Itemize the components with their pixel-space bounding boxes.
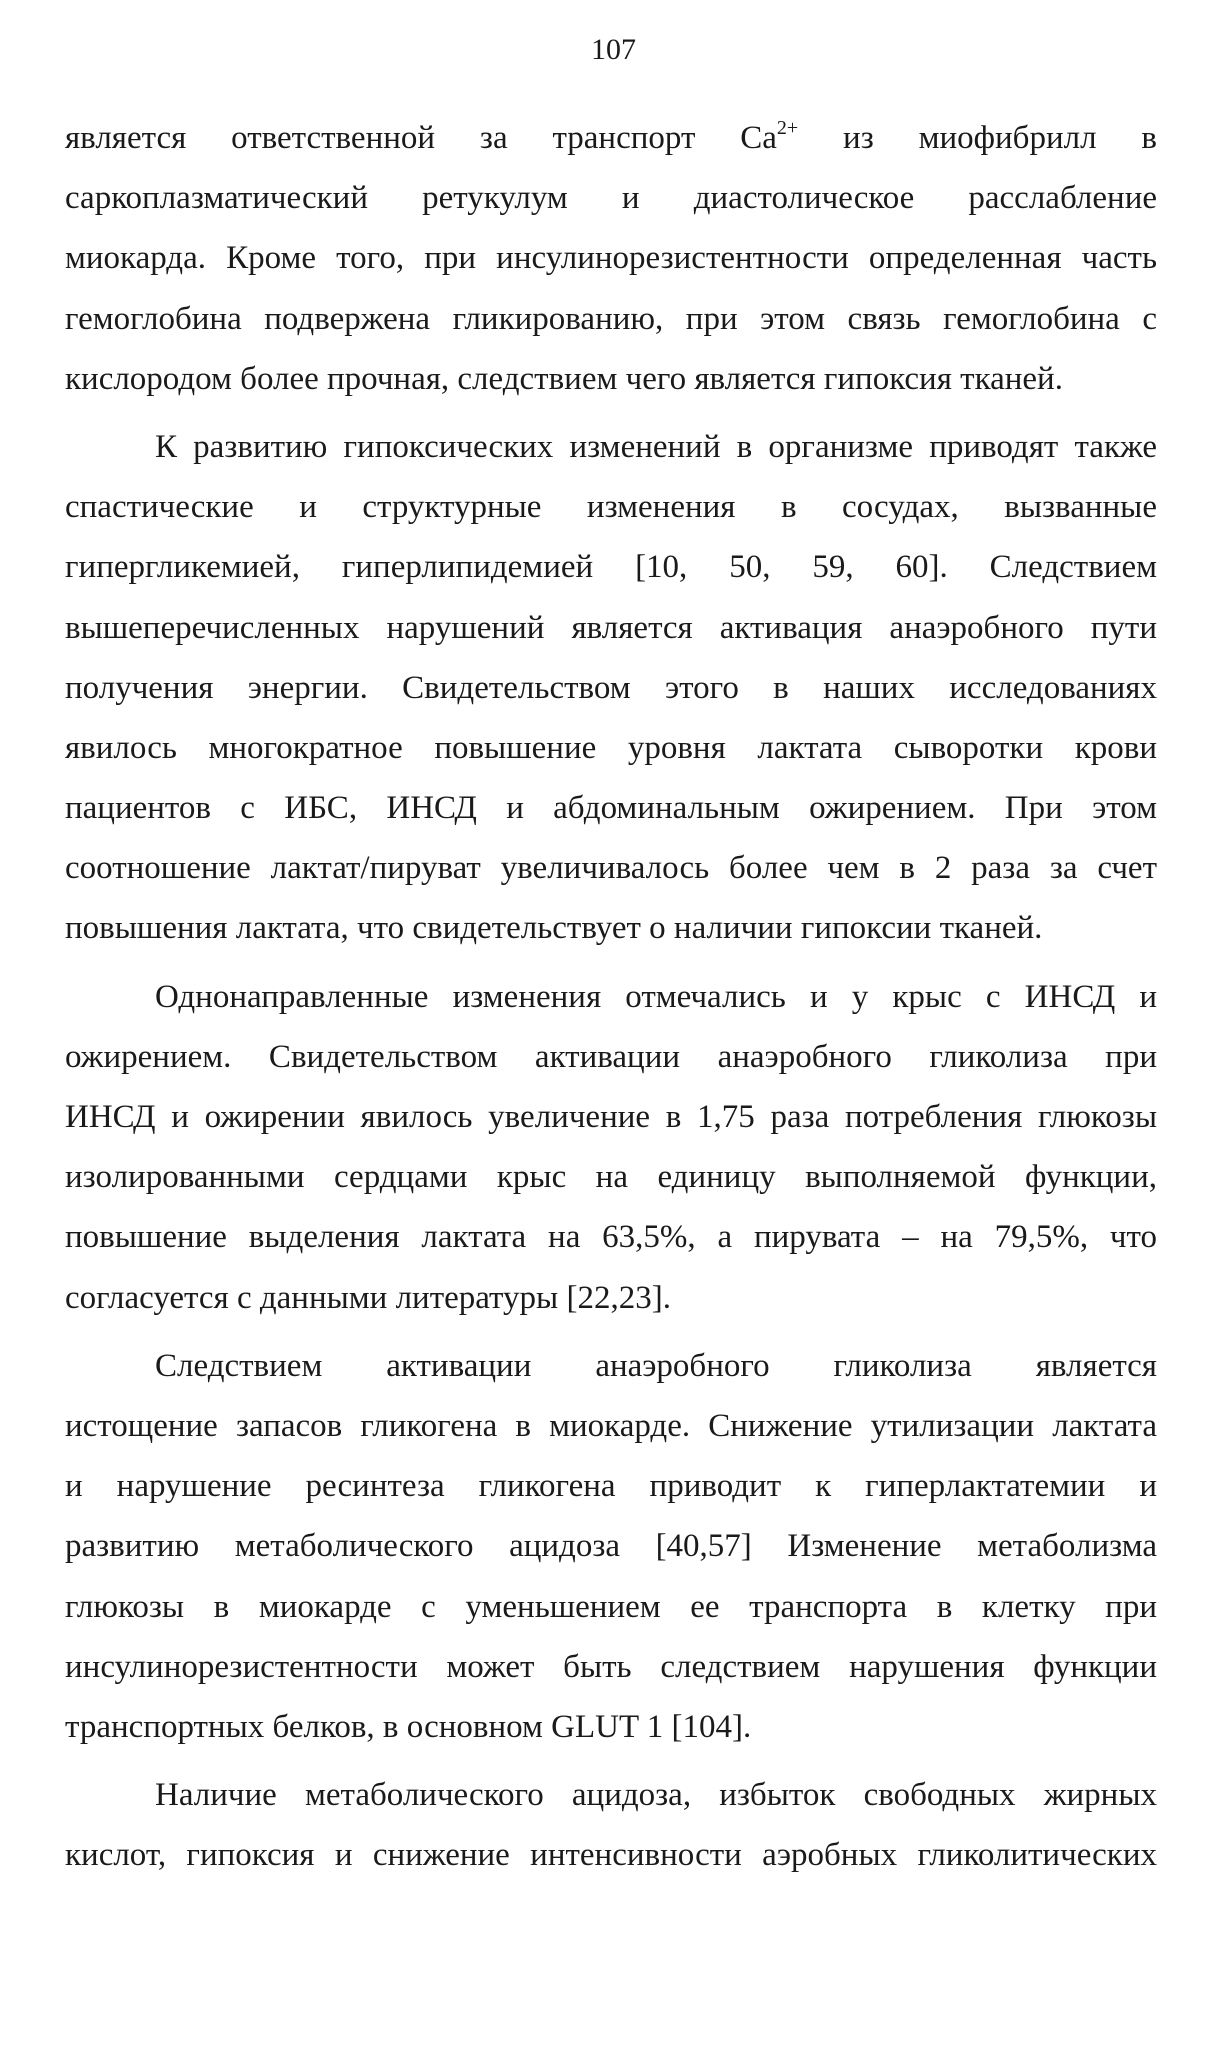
text-line: гемоглобина подвержена гликированию, при этом связь гемоглобина с <box>65 300 1157 337</box>
text-line: Однонаправленные изменения отмечались и у крыс с ИНСД и <box>155 978 1157 1015</box>
text-line: ожирением. Свидетельством активации анаэробного гликолиза при <box>65 1038 1157 1075</box>
page-number: 107 <box>591 33 636 66</box>
text-line: транспортных белков, в основном GLUT 1 [104]. <box>65 1708 752 1745</box>
text-line: глюкозы в миокарде с уменьшением ее транспорта в клетку при <box>65 1588 1157 1625</box>
text-fragment: из миофибрилл в <box>798 120 1157 156</box>
text-line: пациентов с ИБС, ИНСД и абдоминальным ожирением. При этом <box>65 790 1157 827</box>
text-line <box>65 108 1157 168</box>
text-line: спастические и структурные изменения в сосудах, вызванные <box>65 489 1157 526</box>
text-line: кислородом более прочная, следствием чего является гипоксия тканей. <box>65 360 1063 397</box>
text-line: соотношение лактат/пируват увеличивалось более чем в 2 раза за счет <box>65 850 1157 887</box>
text-line: получения энергии. Свидетельством этого в наших исследованиях <box>65 669 1157 706</box>
text-line: гипергликемией, гиперлипидемией [10, 50, 59, 60]. Следствием <box>65 549 1157 586</box>
text-line: миокарда. Кроме того, при инсулинорезистентности определенная часть <box>65 240 1157 277</box>
text-line: изолированными сердцами крыс на единицу выполняемой функции, <box>65 1159 1157 1196</box>
text-line: Наличие метаболического ацидоза, избыток свободных жирных <box>155 1777 1157 1814</box>
text-line: развитию метаболического ацидоза [40,57] Изменение метаболизма <box>65 1528 1157 1565</box>
superscript-charge: 2+ <box>776 117 799 139</box>
text-line: вышеперечисленных нарушений является активация анаэробного пути <box>65 609 1157 646</box>
text-line: повышение выделения лактата на 63,5%, а пирувата – на 79,5%, что <box>65 1219 1157 1256</box>
text-line: инсулинорезистентности может быть следствием нарушения функции <box>65 1648 1157 1685</box>
text-fragment: является ответственной за транспорт Ca <box>65 120 777 156</box>
body-text <box>65 108 1157 1885</box>
text-line: кислот, гипоксия и снижение интенсивности аэробных гликолитических <box>65 1837 1157 1874</box>
text-line: Следствием активации анаэробного гликолиза является <box>155 1347 1157 1384</box>
text-line: повышения лактата, что свидетельствует о наличии гипоксии тканей. <box>65 910 1043 947</box>
text-line: саркоплазматический ретукулум и диастолическое расслабление <box>65 180 1157 217</box>
text-line: и нарушение ресинтеза гликогена приводит к гиперлактатемии и <box>65 1468 1157 1505</box>
text-line: явилось многократное повышение уровня лактата сыворотки крови <box>65 729 1157 766</box>
text-line: ИНСД и ожирении явилось увеличение в 1,75 раза потребления глюкозы <box>65 1099 1157 1135</box>
text-line: истощение запасов гликогена в миокарде. Снижение утилизации лактата <box>65 1407 1157 1444</box>
text-line: согласуется с данными литературы [22,23]. <box>65 1279 671 1316</box>
text-line: К развитию гипоксических изменений в организме приводят также <box>155 428 1157 465</box>
